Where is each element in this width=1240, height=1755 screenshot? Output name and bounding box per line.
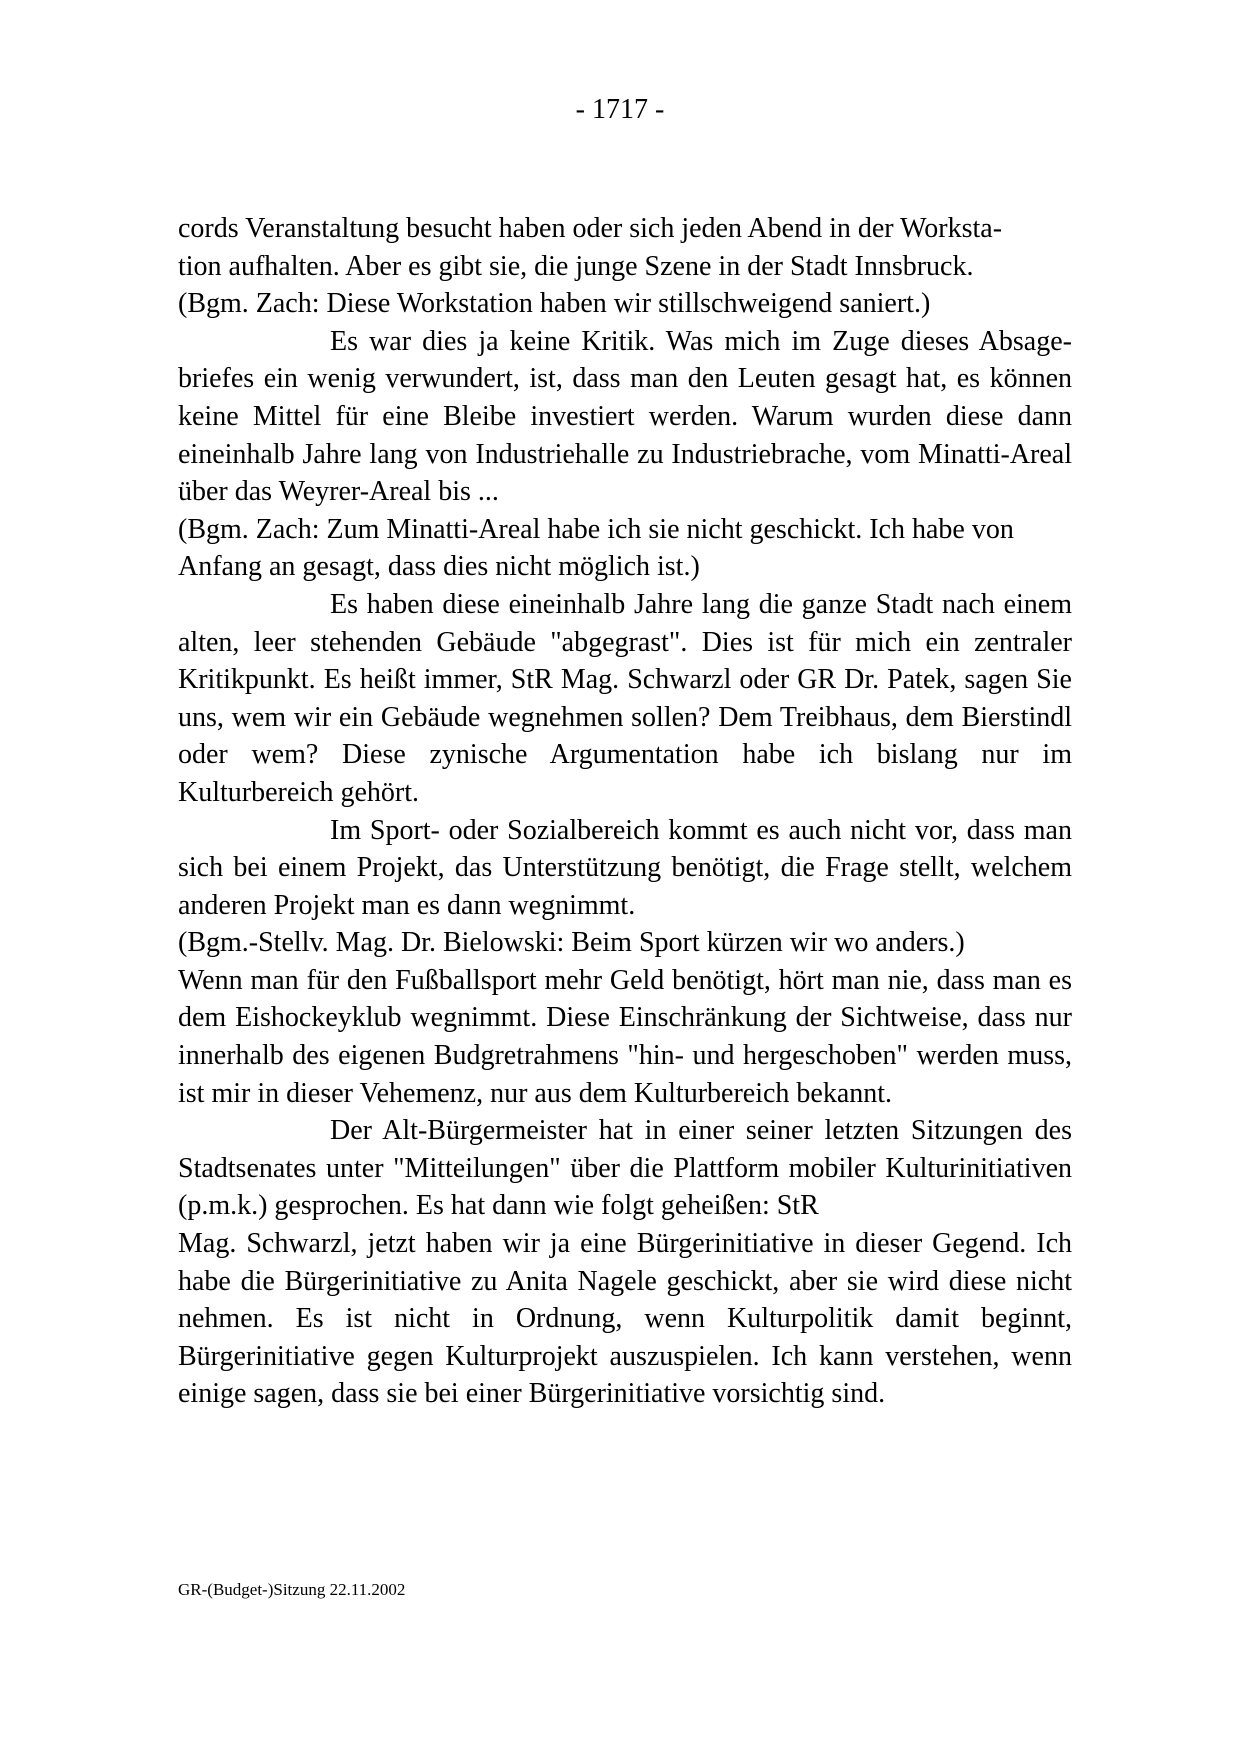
paragraph: Mag. Schwarzl, jetzt haben wir ja eine Bürgerinitiative in dieser Gegend. Ich habe die Bürgerinitiative zu Anita Nagele geschickt, aber sie wird diese nicht nehmen. Es ist nicht in Ordnung, wenn Kulturpolitik damit beginnt, Bürgerinitiative gegen Kulturprojekt auszuspielen. Ich kann verstehen, wenn einige sagen, dass sie bei einer Bürgerinitiative vorsichtig sind. [178,1228,1072,1410]
interjection: (Bgm.-Stellv. Mag. Dr. Bielowski: Beim Sport kürzen wir wo anders.) [178,927,965,959]
paragraph-line: tion aufhalten. Aber es gibt sie, die junge Szene in der Stadt Innsbruck. [178,250,974,282]
paragraph-line: cords Veranstaltung besucht haben oder sich jeden Abend in der Worksta- [178,213,1003,244]
interjection: (Bgm. Zach: Zum Minatti-Areal habe ich sie nicht geschickt. Ich habe von Anfang an gesagt, dass dies nicht möglich ist.) [178,513,1014,583]
paragraph: Es war dies ja keine Kritik. Was mich im Zuge dieses Absagebriefes ein wenig verwundert, ist, dass man den Leuten gesagt hat, es können keine Mittel für eine Bleibe investiert werden. Warum wurden diese dann eineinhalb Jahre lang von Industriehalle zu Industriebrache, vom Minatti-Areal über das Weyrer-Areal bis ... [178,325,1072,508]
paragraph: Es haben diese eineinhalb Jahre lang die ganze Stadt nach einem alten, leer stehenden Gebäude "abgegrast". Dies ist für mich ein zentraler Kritikpunkt. Es heißt immer, StR Mag. Schwarzl oder GR Dr. Patek, sagen Sie uns, wem wir ein Gebäude wegnehmen sollen? Dem Treibhaus, dem Bierstindl oder wem? Diese zynische Argumentation habe ich bislang nur im Kulturbereich gehört. [178,588,1072,808]
paragraph: Im Sport- oder Sozialbereich kommt es auch nicht vor, dass man sich bei einem Projekt, das Unterstützung benötigt, die Frage stellt, welchem anderen Projekt man es dann wegnimmt. [178,814,1072,921]
paragraph-continuation [178,210,1072,285]
paragraph: Der Alt-Bürgermeister hat in einer seiner letzten Sitzungen des Stadtsenates unter "Mitteilungen" über die Plattform mobiler Kulturinitiativen (p.m.k.) gesprochen. Es hat dann wie folgt geheißen: StR [178,1115,1072,1222]
interjection: (Bgm. Zach: Diese Workstation haben wir stillschweigend saniert.) [178,288,931,320]
footer-session: GR-(Budget-)Sitzung 22.11.2002 [178,1580,406,1599]
document-body [178,210,1072,1413]
page-number: - 1717 - [575,94,665,125]
paragraph: Wenn man für den Fußballsport mehr Geld benötigt, hört man nie, dass man es dem Eishockeyklub wegnimmt. Diese Einschränkung der Sichtweise, dass nur innerhalb des eigenen Budgretrahmens "hin- und hergeschoben" werden muss, ist mir in dieser Vehemenz, nur aus dem Kulturbereich bekannt. [178,964,1072,1109]
